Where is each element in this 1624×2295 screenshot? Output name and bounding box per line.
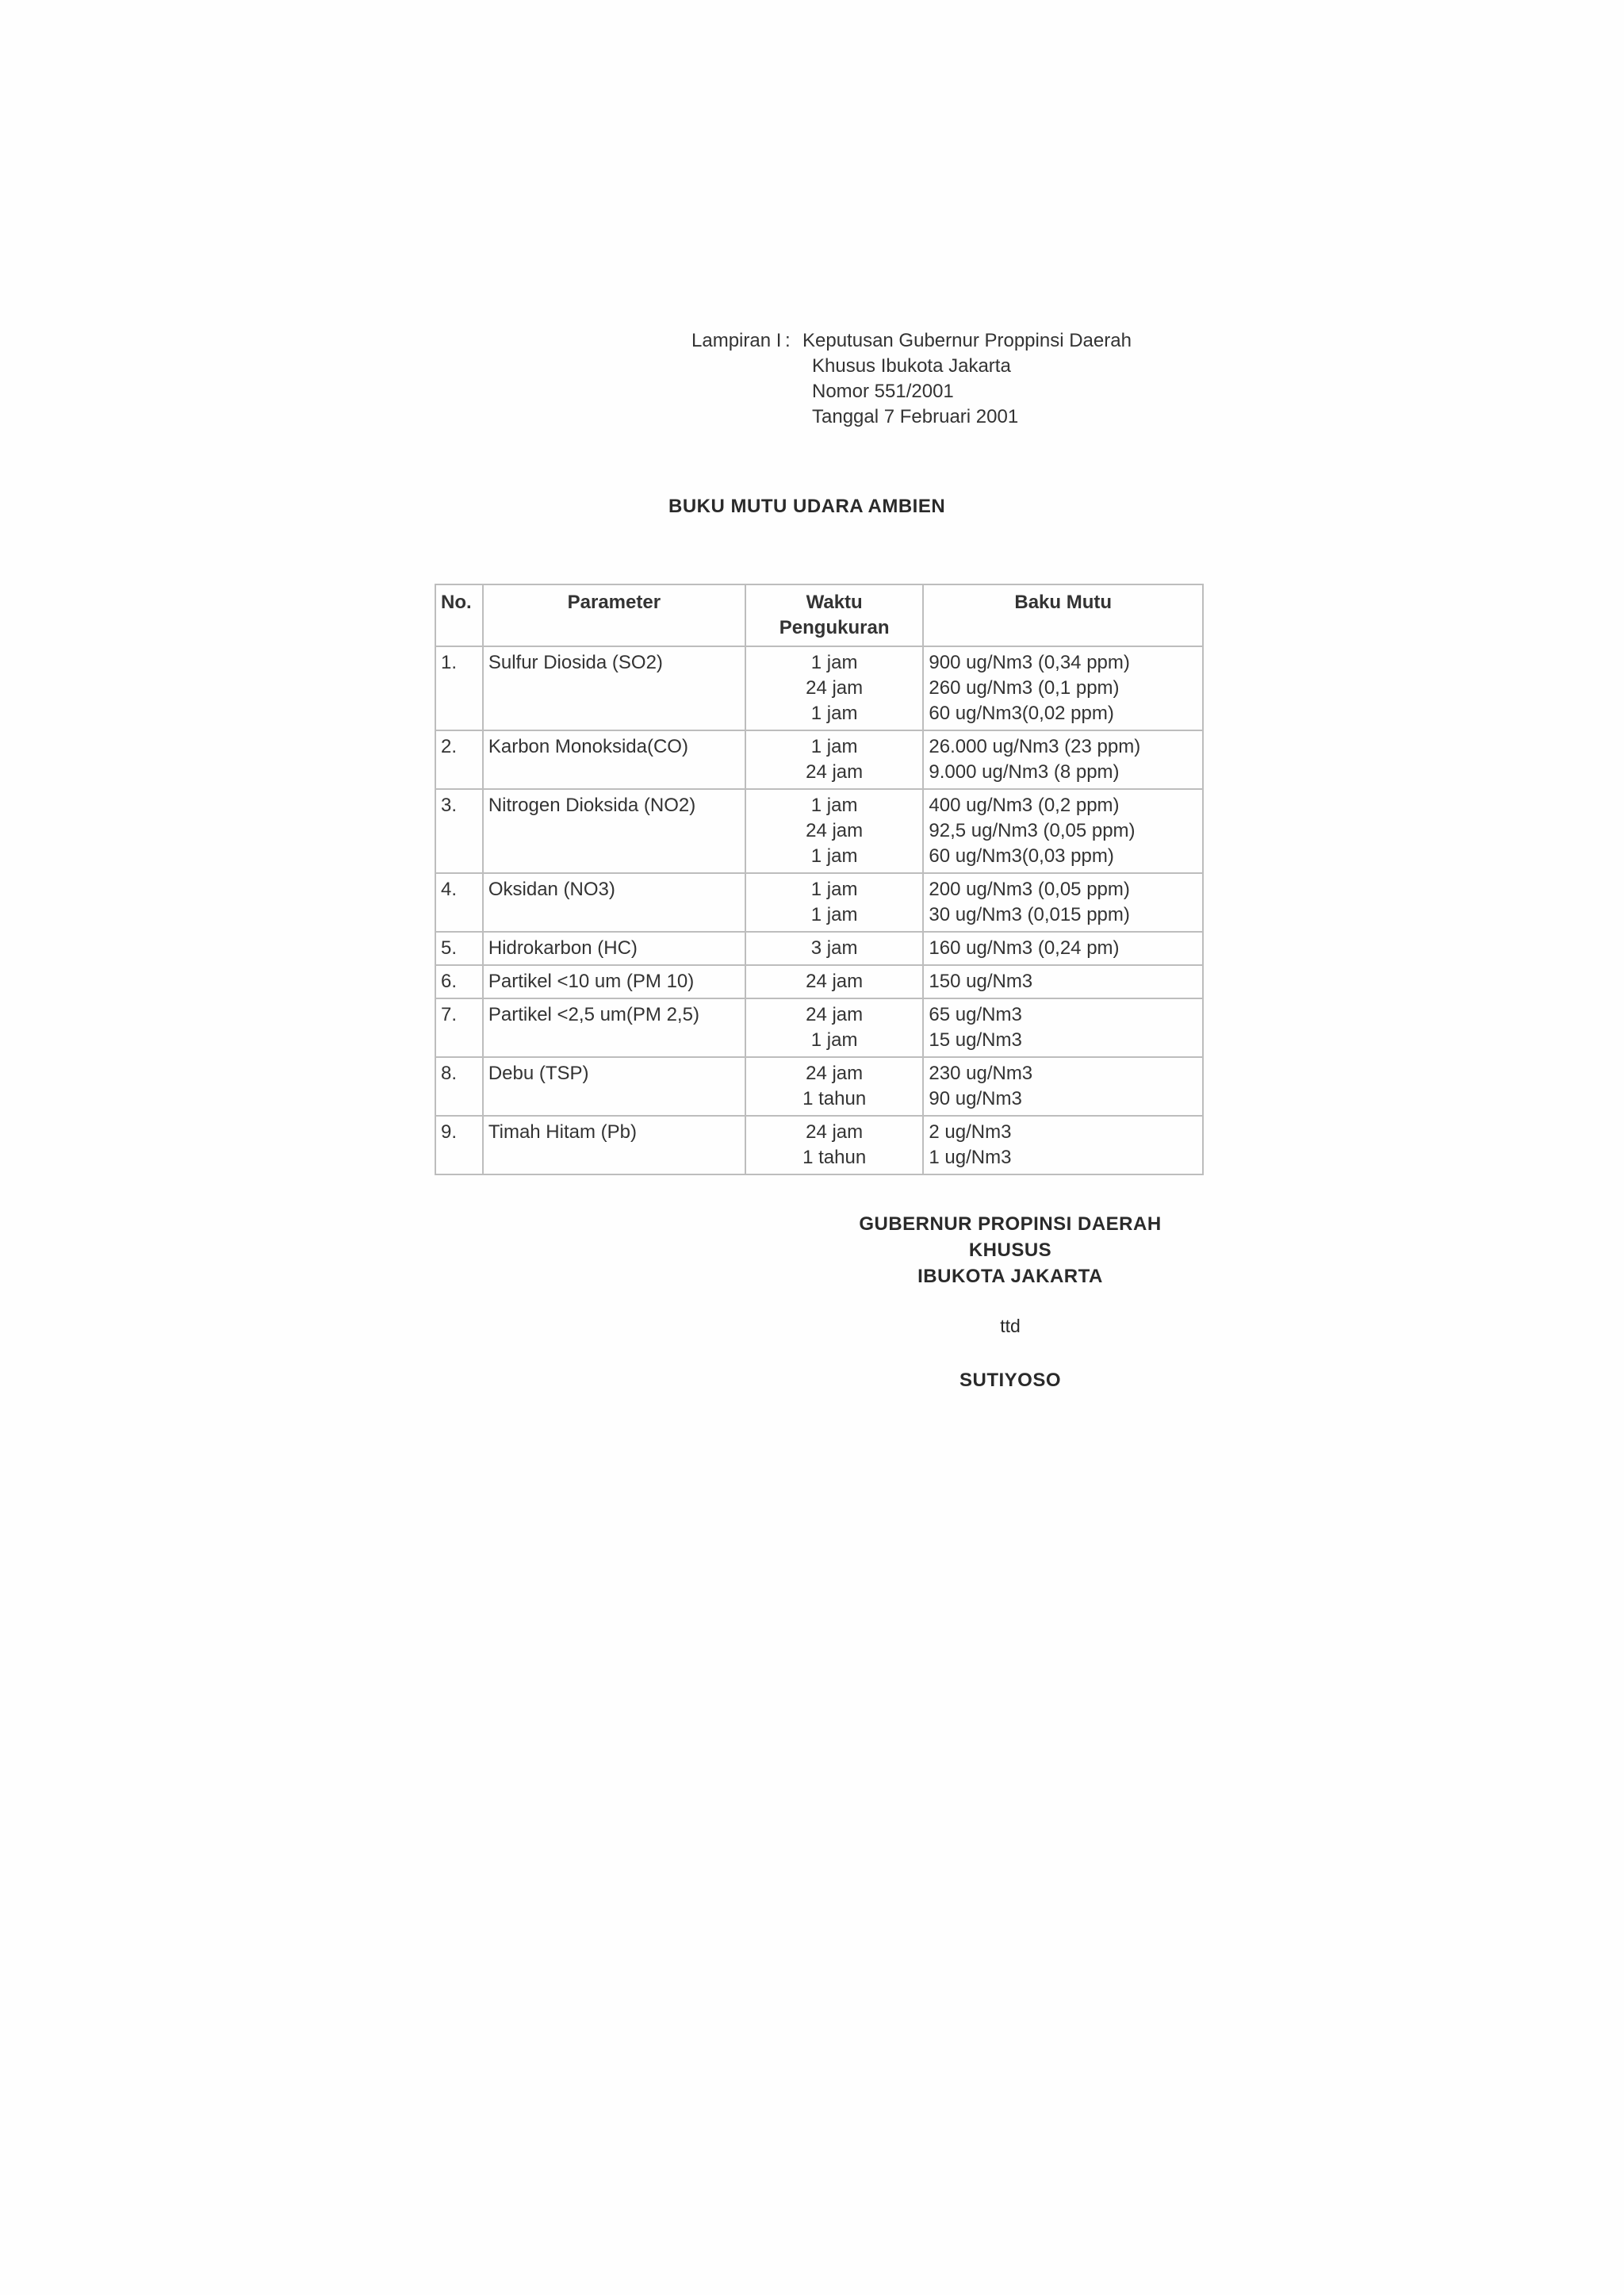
lampiran-separator: :: [785, 330, 791, 351]
cell-waktu: [745, 730, 924, 789]
table-row: [435, 932, 1203, 965]
cell-no: 5.: [435, 932, 483, 965]
cell-parameter: Partikel <2,5 um(PM 2,5): [483, 998, 745, 1057]
waktu-value: 24 jam: [806, 1004, 864, 1025]
cell-waktu: [745, 932, 924, 965]
waktu-value: 24 jam: [806, 677, 864, 699]
baku-mutu-value: 92,5 ug/Nm3 (0,05 ppm): [929, 820, 1136, 841]
cell-parameter: Timah Hitam (Pb): [483, 1116, 745, 1174]
cell-parameter: Nitrogen Dioksida (NO2): [483, 789, 745, 873]
signature-name: SUTIYOSO: [959, 1370, 1062, 1391]
baku-mutu-value: 1 ug/Nm3: [929, 1147, 1012, 1168]
baku-mutu-value: 230 ug/Nm3: [929, 1063, 1033, 1084]
cell-waktu: [745, 646, 924, 730]
signature-title-line: KHUSUS: [968, 1239, 1052, 1261]
waktu-value: 1 jam: [810, 845, 858, 867]
cell-no: 4.: [435, 873, 483, 932]
table-header-row: [435, 584, 1203, 646]
waktu-value: 1 jam: [810, 736, 858, 757]
table-row: [435, 646, 1203, 730]
waktu-value: 24 jam: [806, 820, 864, 841]
table-row: [435, 873, 1203, 932]
cell-baku-mutu: [923, 932, 1203, 965]
lampiran-line-2: Khusus Ibukota Jakarta: [812, 355, 1011, 377]
cell-baku-mutu: [923, 1057, 1203, 1116]
signature-block: [825, 1211, 1196, 1392]
table-body: [435, 646, 1203, 1174]
cell-baku-mutu: [923, 789, 1203, 873]
header-waktu-line-2: Pengukuran: [779, 617, 890, 638]
header-parameter: Parameter: [483, 584, 745, 646]
table-row: [435, 1057, 1203, 1116]
table-row: [435, 965, 1203, 998]
waktu-value: 1 jam: [810, 904, 858, 925]
lampiran-line-4: Tanggal 7 Februari 2001: [812, 406, 1019, 427]
baku-mutu-value: 200 ug/Nm3 (0,05 ppm): [929, 879, 1130, 900]
baku-mutu-value: 30 ug/Nm3 (0,015 ppm): [929, 904, 1130, 925]
baku-mutu-value: 900 ug/Nm3 (0,34 ppm): [929, 652, 1130, 673]
cell-no: 3.: [435, 789, 483, 873]
cell-no: 9.: [435, 1116, 483, 1174]
cell-parameter: Karbon Monoksida(CO): [483, 730, 745, 789]
waktu-value: 1 jam: [810, 652, 858, 673]
signature-title-line: IBUKOTA JAKARTA: [917, 1266, 1103, 1287]
cell-baku-mutu: [923, 646, 1203, 730]
baku-mutu-value: 9.000 ug/Nm3 (8 ppm): [929, 761, 1120, 783]
waktu-value: 24 jam: [806, 971, 864, 992]
baku-mutu-value: 65 ug/Nm3: [929, 1004, 1022, 1025]
cell-waktu: [745, 1116, 924, 1174]
header-baku-mutu: Baku Mutu: [923, 584, 1203, 646]
baku-mutu-value: 2 ug/Nm3: [929, 1121, 1012, 1143]
header-no: No.: [435, 584, 483, 646]
waktu-value: 24 jam: [806, 1121, 864, 1143]
lampiran-line-1: Keputusan Gubernur Proppinsi Daerah: [802, 330, 1132, 351]
table-row: [435, 1116, 1203, 1174]
lampiran-line-3: Nomor 551/2001: [812, 381, 954, 402]
waktu-value: 1 tahun: [802, 1147, 867, 1168]
header-waktu: [745, 584, 924, 646]
baku-mutu-value: 400 ug/Nm3 (0,2 ppm): [929, 795, 1120, 816]
cell-waktu: [745, 1057, 924, 1116]
cell-waktu: [745, 998, 924, 1057]
cell-no: 1.: [435, 646, 483, 730]
cell-waktu: [745, 873, 924, 932]
signature-title: [825, 1211, 1196, 1289]
baku-mutu-table: [435, 584, 1204, 1175]
lampiran-label: Lampiran I: [691, 330, 782, 351]
baku-mutu-value: 15 ug/Nm3: [929, 1029, 1022, 1051]
cell-baku-mutu: [923, 1116, 1203, 1174]
cell-baku-mutu: [923, 873, 1203, 932]
lampiran-header: [691, 328, 1132, 430]
baku-mutu-value: 90 ug/Nm3: [929, 1088, 1022, 1109]
signature-title-line: GUBERNUR PROPINSI DAERAH: [859, 1213, 1162, 1235]
cell-waktu: [745, 789, 924, 873]
cell-no: 6.: [435, 965, 483, 998]
baku-mutu-value: 60 ug/Nm3(0,03 ppm): [929, 845, 1114, 867]
waktu-value: 24 jam: [806, 1063, 864, 1084]
cell-parameter: Partikel <10 um (PM 10): [483, 965, 745, 998]
baku-mutu-value: 160 ug/Nm3 (0,24 pm): [929, 937, 1120, 959]
cell-no: 8.: [435, 1057, 483, 1116]
cell-no: 2.: [435, 730, 483, 789]
cell-parameter: Oksidan (NO3): [483, 873, 745, 932]
baku-mutu-value: 260 ug/Nm3 (0,1 ppm): [929, 677, 1120, 699]
baku-mutu-value: 60 ug/Nm3(0,02 ppm): [929, 703, 1114, 724]
cell-baku-mutu: [923, 998, 1203, 1057]
baku-mutu-value: 26.000 ug/Nm3 (23 ppm): [929, 736, 1141, 757]
table-row: [435, 730, 1203, 789]
table-row: [435, 789, 1203, 873]
cell-no: 7.: [435, 998, 483, 1057]
cell-parameter: Debu (TSP): [483, 1057, 745, 1116]
cell-waktu: [745, 965, 924, 998]
signature-ttd: ttd: [1000, 1316, 1021, 1336]
cell-parameter: Hidrokarbon (HC): [483, 932, 745, 965]
document-title: BUKU MUTU UDARA AMBIEN: [668, 496, 946, 517]
cell-baku-mutu: [923, 965, 1203, 998]
waktu-value: 1 tahun: [802, 1088, 867, 1109]
lampiran-first-line: [691, 328, 1132, 354]
waktu-value: 3 jam: [810, 937, 858, 959]
waktu-value: 1 jam: [810, 703, 858, 724]
header-waktu-line-1: Waktu: [806, 592, 863, 613]
waktu-value: 1 jam: [810, 879, 858, 900]
table-row: [435, 998, 1203, 1057]
waktu-value: 1 jam: [810, 795, 858, 816]
baku-mutu-value: 150 ug/Nm3: [929, 971, 1033, 992]
waktu-value: 1 jam: [810, 1029, 858, 1051]
cell-parameter: Sulfur Diosida (SO2): [483, 646, 745, 730]
waktu-value: 24 jam: [806, 761, 864, 783]
cell-baku-mutu: [923, 730, 1203, 789]
